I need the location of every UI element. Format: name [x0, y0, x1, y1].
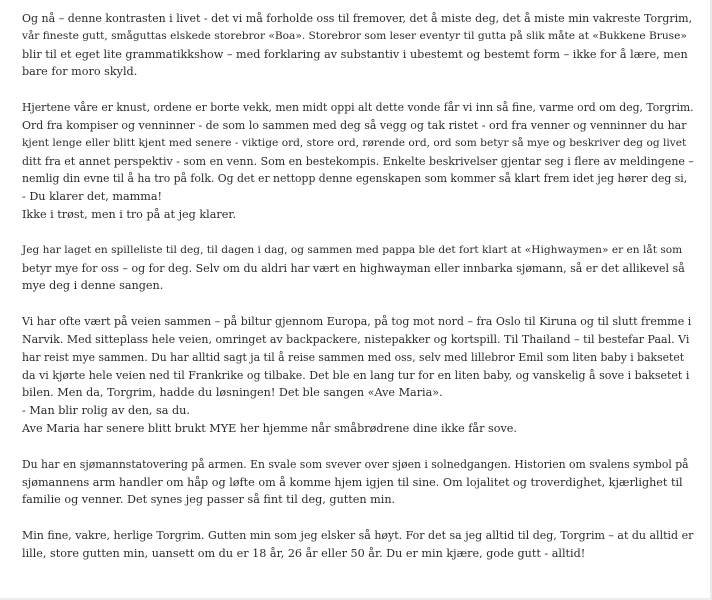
text-line: bare for moro skyld.	[22, 65, 138, 79]
text-line: vår fineste gutt, småguttas elskede storebror «Boa». Storebror som leser eventyr til gutta på slik måte at «Bukkene Bruse»	[22, 29, 687, 42]
text-line: bilen. Men da, Torgrim, hadde du løsningen! Det ble sangen «Ave Maria».	[22, 386, 443, 400]
paragraph-3	[22, 242, 692, 295]
text-line: da vi kjørte hele veien ned til Frankrike og tilbake. Det ble en lang tur for en liten baby, og vanskelig å sove i baksetet i	[22, 368, 690, 382]
paragraph-4	[22, 313, 692, 438]
text-line: - Du klarer det, mamma!	[22, 190, 163, 204]
text-line: Vi har ofte vært på veien sammen – på biltur gjennom Europa, på tog mot nord – fra Oslo til Kiruna og til slutt fremme i	[22, 315, 692, 329]
paragraph-6	[22, 527, 692, 563]
text-line: har reist mye sammen. Du har alltid sagt ja til å reise sammen med oss, selv med lillebror Emil som liten baby i baksetet	[22, 350, 685, 364]
text-line: Hjertene våre er knust, ordene er borte vekk, men midt oppi alt dette vonde får vi inn så fine, varme ord om deg, Torgrim.	[22, 101, 694, 115]
article-body	[22, 10, 692, 563]
text-line: Ord fra kompiser og venninner - de som lo sammen med deg så vegg og tak ristet - ord fra venner og venninner du har	[22, 118, 687, 132]
text-line: sjømannens arm handler om håp og løfte om å komme hjem igjen til sine. Om lojalitet og troverdighet, kjærlighet til	[22, 475, 683, 489]
text-line: betyr mye for oss – og for deg. Selv om du aldri har vært en highwayman eller innbarka sjømann, så er det allikevel så	[22, 261, 685, 275]
text-line: Ave Maria har senere blitt brukt MYE her hjemme når småbrødrene dine ikke får sove.	[22, 421, 517, 435]
text-line: blir til et eget lite grammatikkshow – med forklaring av substantiv i ubestemt og bestemt form – ikke for å lære, men	[22, 47, 688, 61]
paragraph-2	[22, 99, 692, 224]
text-line: Du har en sjømannstatovering på armen. En svale som svever over sjøen i solnedgangen. Historien om svalens symbol på	[22, 457, 689, 471]
text-line: Jeg har laget en spilleliste til deg, til dagen i dag, og sammen med pappa ble det fort klart at «Highwaymen» er en låt som	[22, 243, 683, 256]
text-line: Min fine, vakre, herlige Torgrim. Gutten min som jeg elsker så høyt. For det sa jeg alltid til deg, Torgrim – at du alltid er	[22, 529, 694, 543]
text-line: ditt fra et annet perspektiv - som en venn. Som en bestekompis. Enkelte beskrivelser gjentar seg i flere av meldingene –	[22, 154, 694, 168]
text-line: - Man blir rolig av den, sa du.	[22, 404, 190, 418]
text-line: Og nå – denne kontrasten i livet - det vi må forholde oss til fremover, det å miste deg, det å miste min vakreste Torgrim,	[22, 12, 693, 25]
text-line: Narvik. Med sitteplass hele veien, omringet av backpackere, nistepakker og kortspill. Til Thailand – til bestefar Paal. Vi	[22, 332, 690, 346]
paragraph-5	[22, 456, 692, 509]
text-line: kjent lenge eller blitt kjent med senere - viktige ord, store ord, rørende ord, ord som betyr så mye og beskriver deg og livet	[22, 136, 687, 149]
text-line: familie og venner. Det synes jeg passer så fint til deg, gutten min.	[22, 493, 396, 507]
text-line: mye deg i denne sangen.	[22, 279, 164, 293]
paragraph-1	[22, 10, 692, 81]
text-line: Ikke i trøst, men i tro på at jeg klarer.	[22, 207, 237, 221]
text-line: nemlig din evne til å ha tro på folk. Og det er nettopp denne egenskapen som kommer så klart frem idet jeg hører deg si,	[22, 172, 688, 186]
text-line: lille, store gutten min, uansett om du er 18 år, 26 år eller 50 år. Du er min kjære, gode gutt - alltid!	[22, 546, 586, 560]
